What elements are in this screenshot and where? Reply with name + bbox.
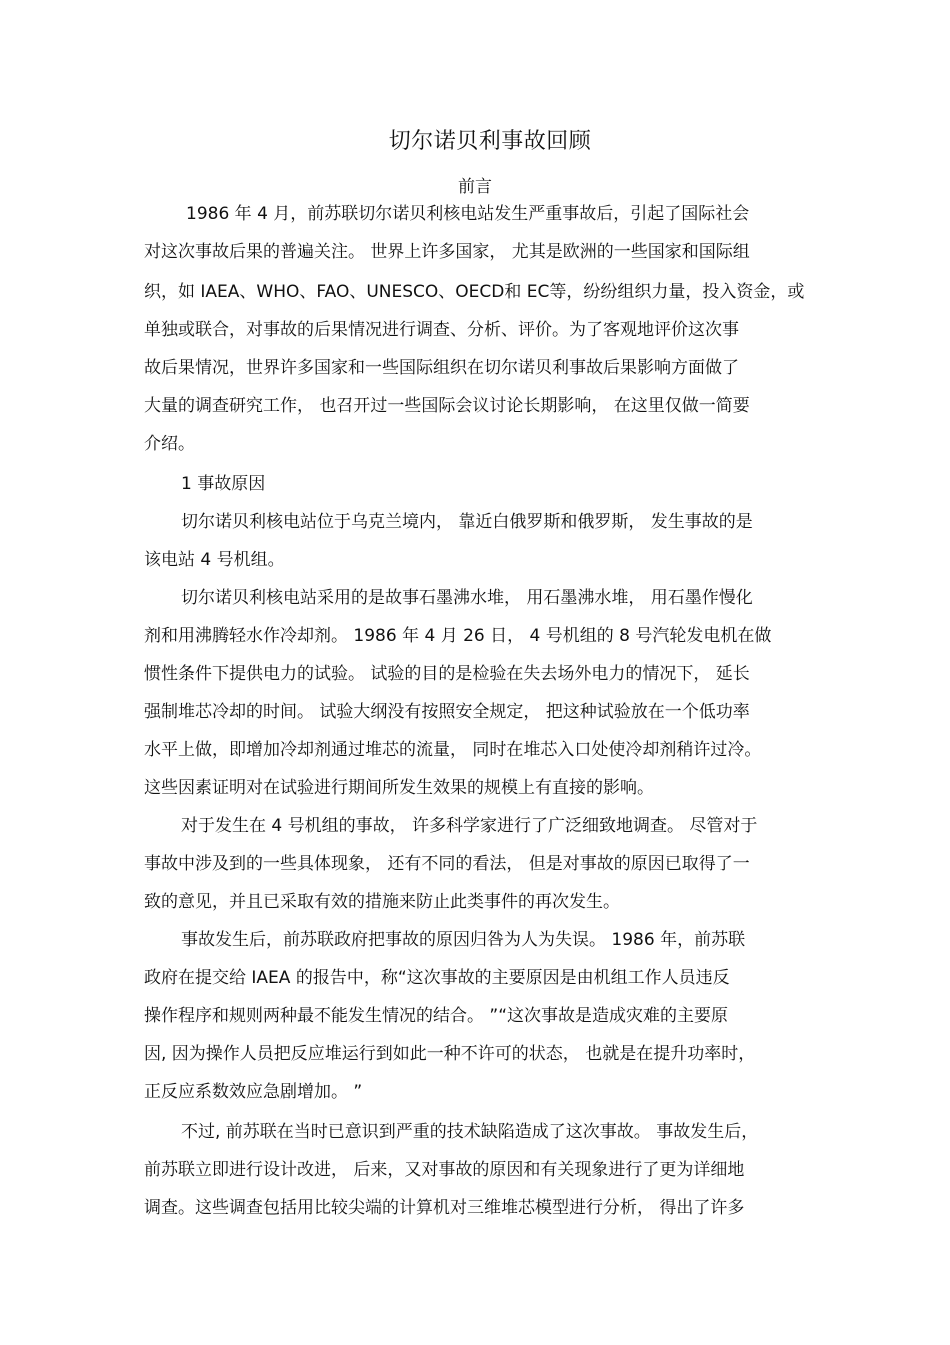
text-line: 操作程序和规则两种最不能发生情况的结合。 ”“这次事故是造成灾难的主要原 xyxy=(144,1006,729,1026)
text-line: 大量的调查研究工作， 也召开过一些国际会议讨论长期影响， 在这里仅做一简要 xyxy=(144,396,750,416)
text-line: 对于发生在 4 号机组的事故， 许多科学家进行了广泛细致地调查。 尽管对于 xyxy=(181,816,758,836)
text-line: 这些因素证明对在试验进行期间所发生效果的规模上有直接的影响。 xyxy=(144,778,654,798)
text-line: 因, 因为操作人员把反应堆运行到如此一种不许可的状态， 也就是在提升功率时， xyxy=(144,1044,756,1064)
text-line: 致的意见，并且已采取有效的措施来防止此类事件的再次发生。 xyxy=(144,892,620,912)
text-line: 1986 年 4 月，前苏联切尔诺贝利核电站发生严重事故后，引起了国际社会 xyxy=(186,204,750,224)
text-line: 故后果情况，世界许多国家和一些国际组织在切尔诺贝利事故后果影响方面做了 xyxy=(144,358,739,378)
section-heading: 1 事故原因 xyxy=(181,474,266,494)
text-line: 惯性条件下提供电力的试验。 试验的目的是检验在失去场外电力的情况下， 延长 xyxy=(144,664,750,684)
text-line: 水平上做，即增加冷却剂通过堆芯的流量， 同时在堆芯入口处使冷却剂稍许过冷。 xyxy=(144,740,762,760)
text-line: 该电站 4 号机组。 xyxy=(144,550,285,570)
text-line: 不过, 前苏联在当时已意识到严重的技术缺陷造成了这次事故。 事故发生后， xyxy=(181,1122,759,1142)
text-line: 切尔诺贝利核电站位于乌克兰境内， 靠近白俄罗斯和俄罗斯， 发生事故的是 xyxy=(181,512,753,532)
text-line: 事故中涉及到的一些具体现象， 还有不同的看法， 但是对事故的原因已取得了一 xyxy=(144,854,750,874)
text-line: 剂和用沸腾轻水作冷却剂。 1986 年 4 月 26 日， 4 号机组的 8 号汽轮发电机在做 xyxy=(144,626,772,646)
text-line: 事故发生后，前苏联政府把事故的原因归咎为人为失误。 1986 年，前苏联 xyxy=(181,930,746,950)
text-line: 织，如 IAEA、WHO、FAO、UNESCO、OECD和 EC等，纷纷组织力量，投入资金，或 xyxy=(144,282,805,302)
text-line: 介绍。 xyxy=(144,434,195,454)
text-line: 切尔诺贝利核电站采用的是故事石墨沸水堆， 用石墨沸水堆， 用石墨作慢化 xyxy=(181,588,753,608)
text-line: 强制堆芯冷却的时间。 试验大纲没有按照安全规定， 把这种试验放在一个低功率 xyxy=(144,702,750,722)
text-line: 单独或联合，对事故的后果情况进行调查、分析、评价。为了客观地评价这次事 xyxy=(144,320,739,340)
text-line: 正反应系数效应急剧增加。 ” xyxy=(144,1082,363,1102)
text-line: 对这次事故后果的普遍关注。 世界上许多国家， 尤其是欧洲的一些国家和国际组 xyxy=(144,242,750,262)
text-line: 调查。这些调查包括用比较尖端的计算机对三维堆芯模型进行分析， 得出了许多 xyxy=(144,1198,745,1218)
text-line: 政府在提交给 IAEA 的报告中，称“这次事故的主要原因是由机组工作人员违反 xyxy=(144,968,730,988)
document-subtitle: 前言 xyxy=(458,177,492,197)
document-title: 切尔诺贝利事故回顾 xyxy=(388,129,592,154)
text-line: 前苏联立即进行设计改进， 后来，又对事故的原因和有关现象进行了更为详细地 xyxy=(144,1160,745,1180)
